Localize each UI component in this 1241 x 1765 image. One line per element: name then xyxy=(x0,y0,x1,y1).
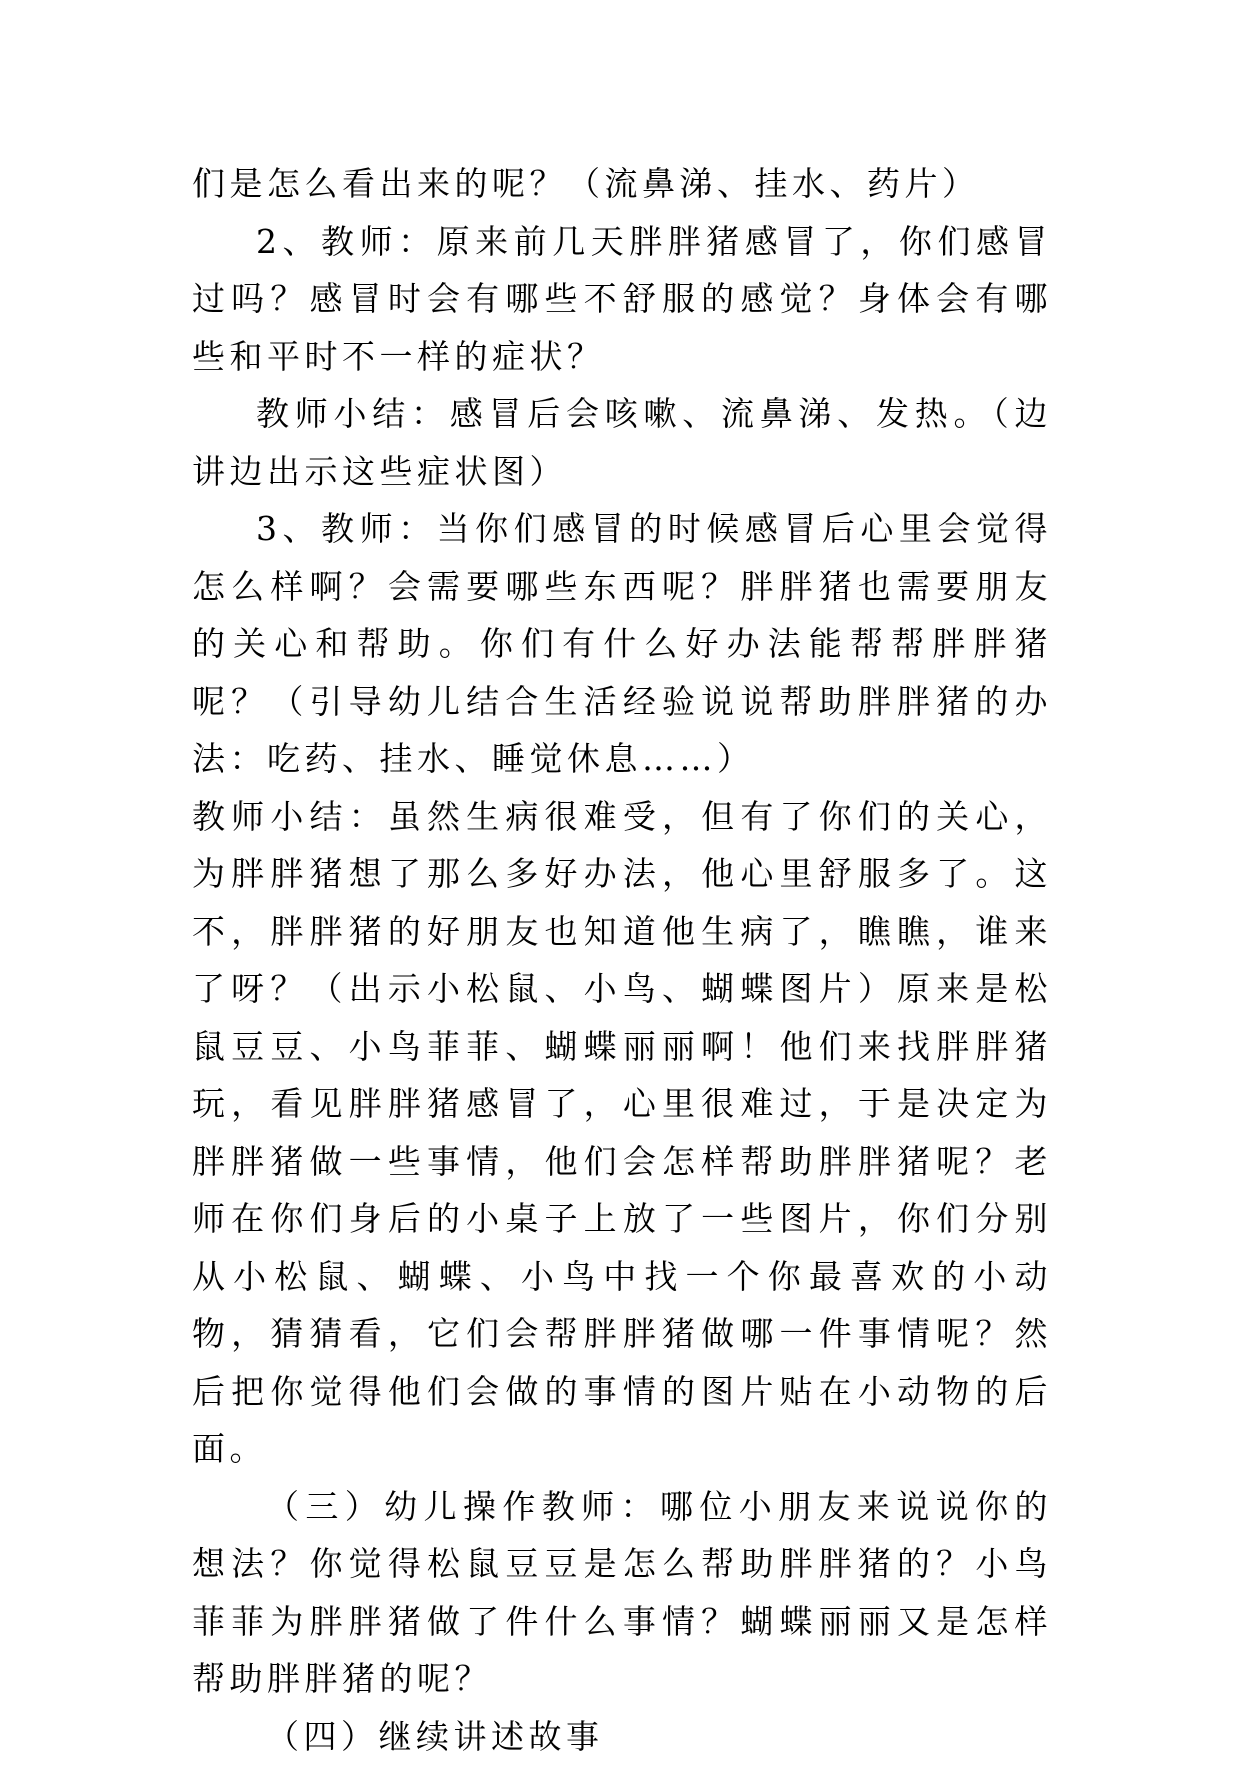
paragraph-section-4: （四）继续讲述故事 xyxy=(192,1708,1052,1765)
paragraph-step-3: 3、教师：当你们感冒的时候感冒后心里会觉得怎么样啊？会需要哪些东西呢？胖胖猪也需要朋友的关心和帮助。你们有什么好办法能帮帮胖胖猪呢？（引导幼儿结合生活经验说说帮助胖胖猪的办法：吃药、挂水、睡觉休息……） xyxy=(192,500,1052,788)
paragraph-step-2: 2、教师：原来前几天胖胖猪感冒了，你们感冒过吗？感冒时会有哪些不舒服的感觉？身体会有哪些和平时不一样的症状？ xyxy=(192,213,1052,386)
document-body xyxy=(192,155,1052,1765)
paragraph-continuation: 们是怎么看出来的呢？（流鼻涕、挂水、药片） xyxy=(192,155,1052,213)
paragraph-summary-1: 教师小结：感冒后会咳嗽、流鼻涕、发热。（边讲边出示这些症状图） xyxy=(192,385,1052,500)
paragraph-section-3: （三）幼儿操作教师：哪位小朋友来说说你的想法？你觉得松鼠豆豆是怎么帮助胖胖猪的？小鸟菲菲为胖胖猪做了件什么事情？蝴蝶丽丽又是怎样帮助胖胖猪的呢？ xyxy=(192,1478,1052,1708)
paragraph-summary-2: 教师小结：虽然生病很难受，但有了你们的关心，为胖胖猪想了那么多好办法，他心里舒服多了。这不，胖胖猪的好朋友也知道他生病了，瞧瞧，谁来了呀？（出示小松鼠、小鸟、蝴蝶图片）原来是松鼠豆豆、小鸟菲菲、蝴蝶丽丽啊！他们来找胖胖猪玩，看见胖胖猪感冒了，心里很难过，于是决定为胖胖猪做一些事情，他们会怎样帮助胖胖猪呢？老师在你们身后的小桌子上放了一些图片，你们分别从小松鼠、蝴蝶、小鸟中找一个你最喜欢的小动物，猜猜看，它们会帮胖胖猪做哪一件事情呢？然后把你觉得他们会做的事情的图片贴在小动物的后面。 xyxy=(192,788,1052,1478)
